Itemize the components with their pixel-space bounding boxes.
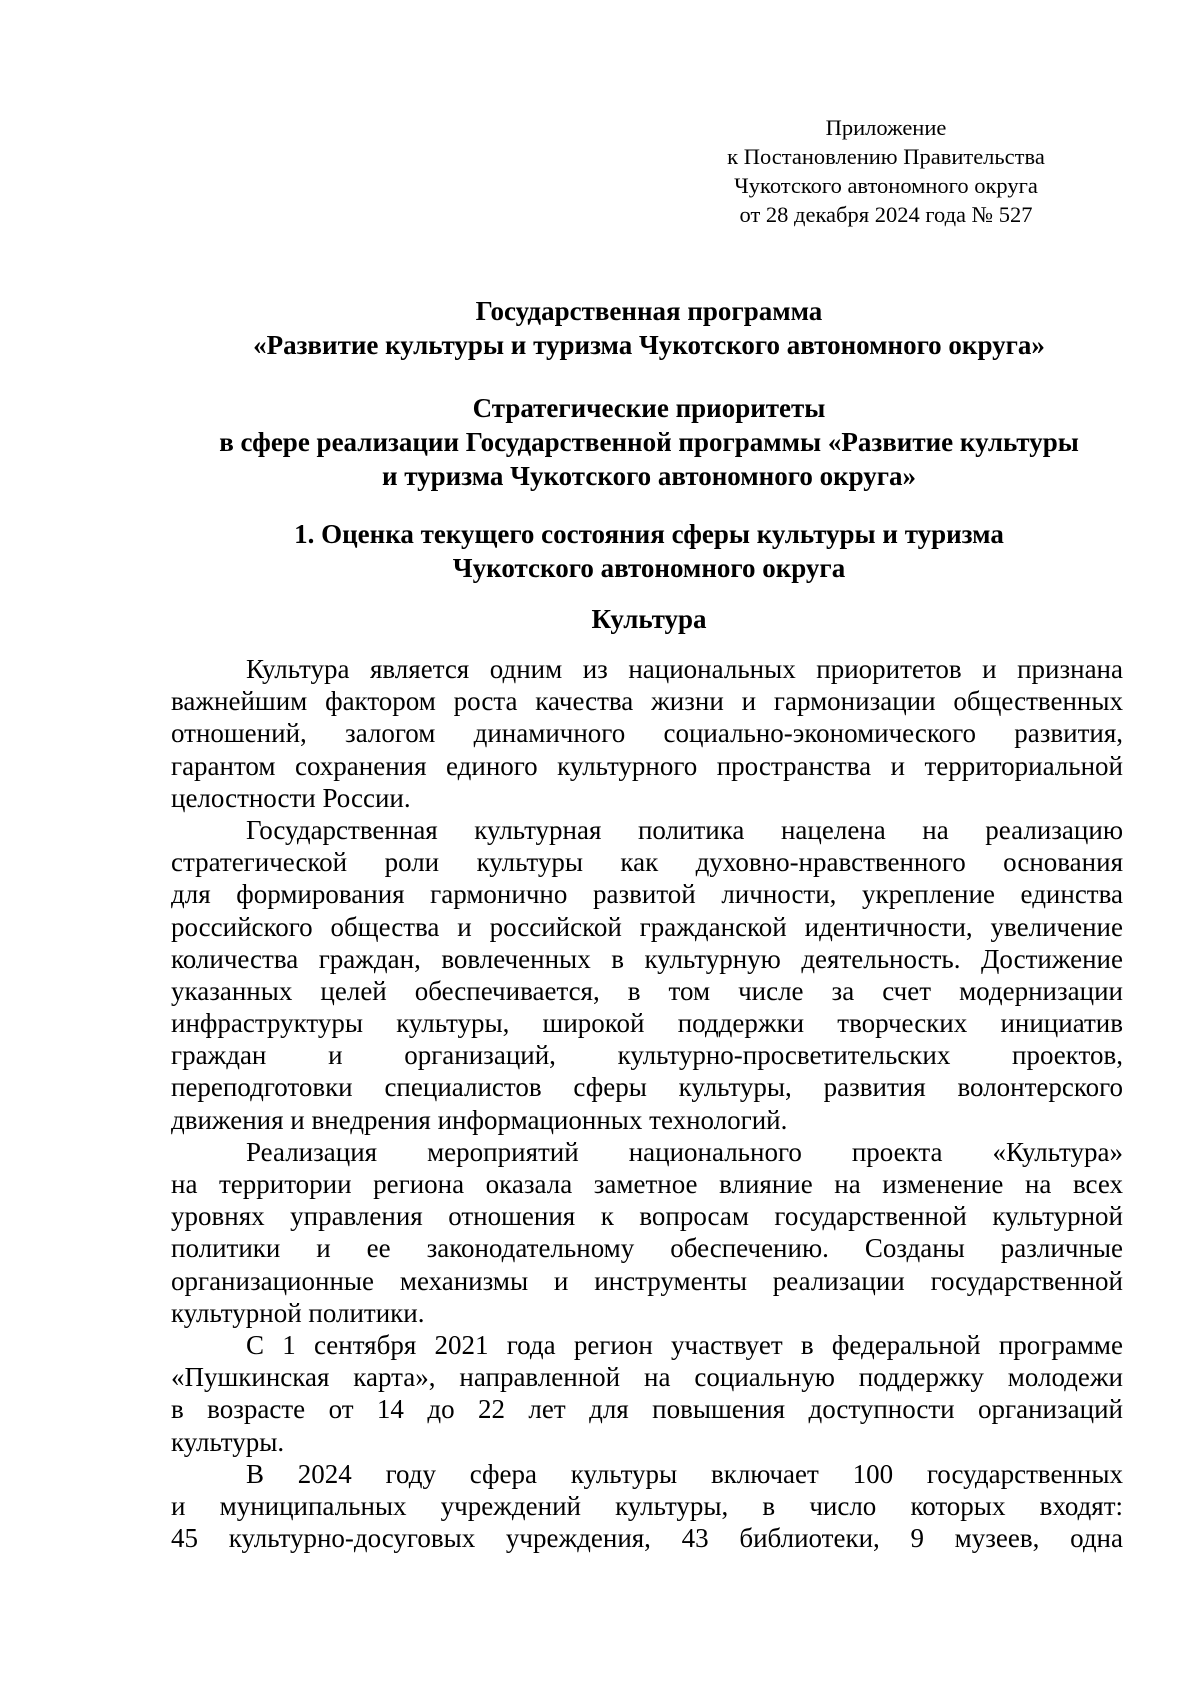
section-heading <box>120 517 1178 585</box>
text-line: Реализация мероприятий национального проекта «Культура» <box>246 1136 1123 1167</box>
text-line: инфраструктуры культуры, широкой поддержки творческих инициатив <box>171 1008 1123 1039</box>
text-line: движения и внедрения информационных технологий. <box>171 1104 788 1135</box>
paragraph-3 <box>171 1136 1123 1329</box>
appendix-line: Чукотского автономного округа <box>734 173 1038 198</box>
text-line: важнейшим фактором роста качества жизни и гармонизации общественных <box>171 686 1123 717</box>
priorities-title <box>120 391 1178 493</box>
paragraph-5 <box>171 1458 1123 1555</box>
text-line: В 2024 году сфера культуры включает 100 государственных <box>246 1458 1123 1489</box>
text-line: Государственная культурная политика нацелена на реализацию <box>246 814 1123 845</box>
text-line: отношений, залогом динамичного социально-экономического развития, <box>171 718 1123 749</box>
text-line: для формирования гармонично развитой личности, укрепление единства <box>171 879 1123 910</box>
text-line: целостности России. <box>171 782 411 813</box>
section-heading-line: 1. Оценка текущего состояния сферы культуры и туризма <box>294 519 1004 549</box>
program-title-line: Государственная программа <box>475 296 823 326</box>
text-line: Культура является одним из национальных приоритетов и признана <box>246 654 1123 684</box>
appendix-line: к Постановлению Правительства <box>727 144 1045 169</box>
text-line: стратегической роли культуры как духовно-нравственного основания <box>171 847 1123 878</box>
paragraph-4 <box>171 1329 1123 1458</box>
text-line: культурной политики. <box>171 1297 425 1328</box>
text-line: указанных целей обеспечивается, в том числе за счет модернизации <box>171 975 1123 1006</box>
text-line: «Пушкинская карта», направленной на социальную поддержку молодежи <box>171 1362 1123 1393</box>
priorities-title-line: Стратегические приоритеты <box>472 393 826 423</box>
text-line: граждан и организаций, культурно-просветительских проектов, <box>171 1040 1123 1071</box>
subsection-heading-text: Культура <box>591 604 707 634</box>
text-line: организационные механизмы и инструменты реализации государственной <box>171 1265 1123 1296</box>
text-line: количества граждан, вовлеченных в культурную деятельность. Достижение <box>171 943 1123 974</box>
appendix-line: Приложение <box>825 115 947 140</box>
program-title <box>120 294 1178 362</box>
priorities-title-line: в сфере реализации Государственной программы «Развитие культуры <box>219 427 1079 457</box>
text-line: С 1 сентября 2021 года регион участвует в федеральной программе <box>246 1329 1123 1360</box>
text-line: на территории региона оказала заметное влияние на изменение на всех <box>171 1169 1123 1199</box>
appendix-header <box>696 113 1076 229</box>
text-line: гарантом сохранения единого культурного пространства и территориальной <box>171 750 1123 781</box>
text-line: политики и ее законодательному обеспечению. Созданы различные <box>171 1233 1123 1264</box>
section-heading-line: Чукотского автономного округа <box>452 553 846 583</box>
paragraph-2 <box>171 814 1123 1136</box>
paragraph-1 <box>171 653 1123 814</box>
body-text <box>171 653 1123 1554</box>
text-line: культуры. <box>171 1426 285 1457</box>
appendix-line: от 28 декабря 2024 года № 527 <box>739 202 1033 227</box>
text-line: российского общества и российской гражданской идентичности, увеличение <box>171 911 1123 942</box>
text-line: и муниципальных учреждений культуры, в число которых входят: <box>171 1490 1123 1521</box>
text-line: 45 культурно-досуговых учреждения, 43 библиотеки, 9 музеев, одна <box>171 1523 1123 1554</box>
text-line: переподготовки специалистов сферы культуры, развития волонтерского <box>171 1072 1123 1103</box>
subsection-heading <box>120 602 1178 636</box>
text-line: в возрасте от 14 до 22 лет для повышения доступности организаций <box>171 1394 1123 1425</box>
text-line: уровнях управления отношения к вопросам государственной культурной <box>171 1201 1123 1232</box>
priorities-title-line: и туризма Чукотского автономного округа» <box>381 461 917 491</box>
program-title-line: «Развитие культуры и туризма Чукотского автономного округа» <box>253 330 1045 360</box>
